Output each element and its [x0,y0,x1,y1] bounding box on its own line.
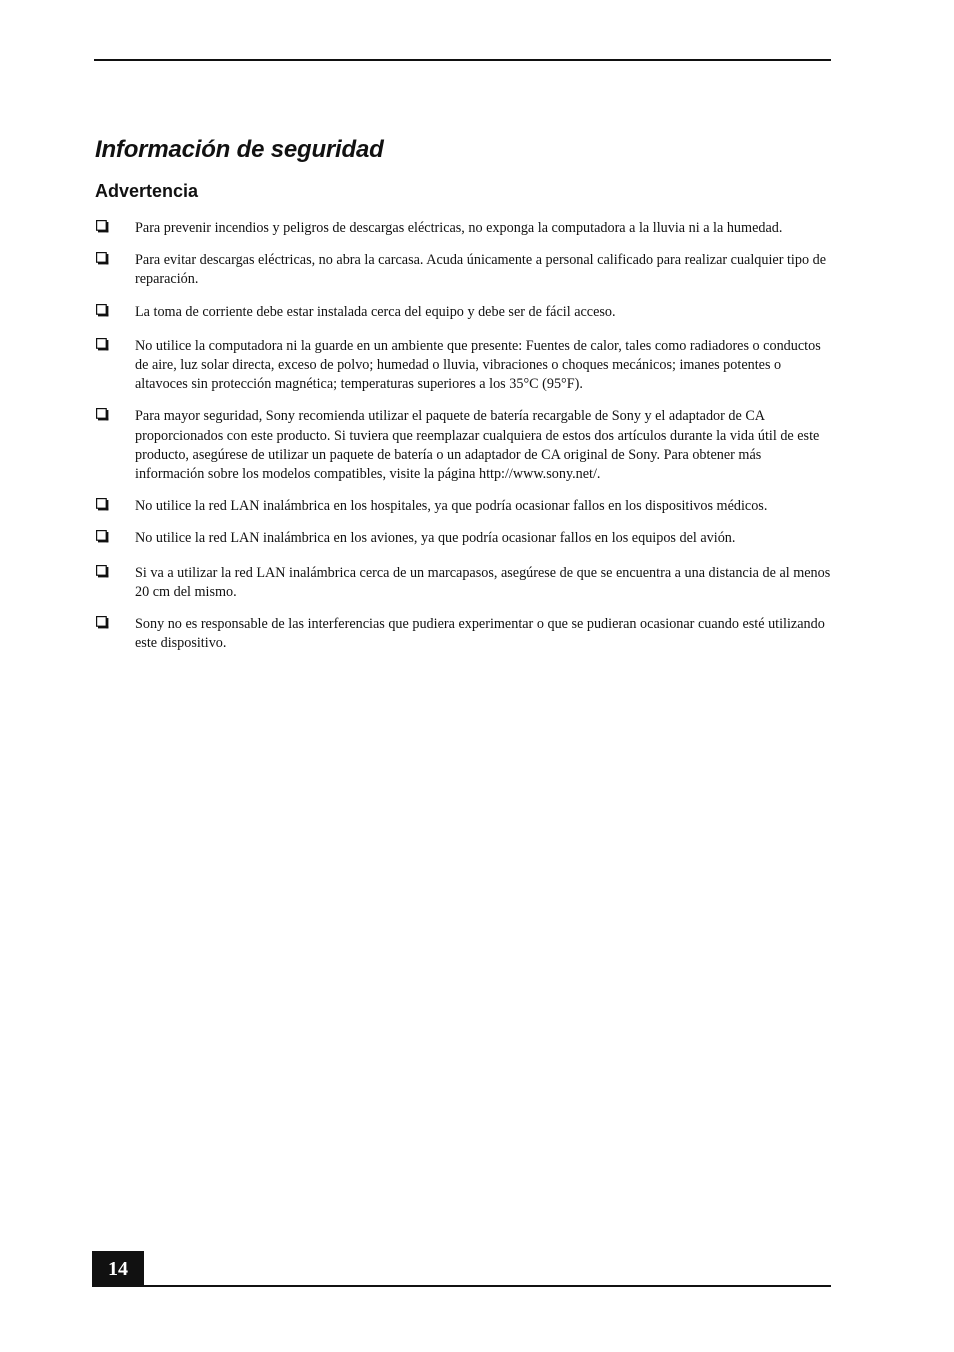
warning-text: No utilice la red LAN inalámbrica en los aviones, ya que podría ocasionar fallos en los equipos del avión. [135,530,736,547]
checkbox-bullet-icon [96,616,109,629]
warning-text: No utilice la red LAN inalámbrica en los hospitales, ya que podría ocasionar fallos en los dispositivos médicos. [135,498,768,515]
list-item [94,615,831,653]
section-heading: Advertencia [95,181,199,201]
warning-text: Para mayor seguridad, Sony recomienda utilizar el paquete de batería recargable de Sony y el adaptador de CA proporcionados con este producto. Si tuviera que reemplazar cualquiera de estos dos artículos durante la vida útil de este producto, asegúrese de utilizar un paquete de batería o un adaptador de CA original de Sony. Para obtener más información sobre los modelos compatibles, visite la página http://www.sony.net/. [135,408,820,483]
list-item [94,337,831,395]
checkbox-bullet-icon [96,498,109,511]
warning-text: Para evitar descargas eléctricas, no abra la carcasa. Acuda únicamente a personal calificado para realizar cualquier tipo de reparación. [135,252,827,288]
page-title: Información de seguridad [95,136,384,163]
list-item [94,251,831,289]
checkbox-bullet-icon [96,304,109,317]
warning-text: No utilice la computadora ni la guarde en un ambiente que presente: Fuentes de calor, tales como radiadores o conductos de aire, luz solar directa, exceso de polvo; humedad o lluvia, vibraciones o choques mecánicos; imanes potentes o altavoces sin protección magnética; temperaturas superiores a los 35°C (95°F). [135,337,821,393]
list-item [94,219,831,238]
warning-list [94,219,831,666]
checkbox-bullet-icon [96,220,109,233]
list-item [94,497,831,516]
warning-text: Sony no es responsable de las interferencias que pudiera experimentar o que se pudieran ocasionar cuando esté utilizando este dispositivo. [135,616,825,652]
header-rule [94,59,831,61]
list-item [94,564,831,602]
list-item [94,407,831,484]
checkbox-bullet-icon [96,252,109,265]
checkbox-bullet-icon [96,338,109,351]
warning-text: Para prevenir incendios y peligros de descargas eléctricas, no exponga la computadora a la lluvia ni a la humedad. [135,220,783,236]
list-item [94,303,831,322]
list-item [94,529,831,548]
warning-text: Si va a utilizar la red LAN inalámbrica cerca de un marcapasos, asegúrese de que se encuentra a una distancia de al menos 20 cm del mismo. [135,564,831,600]
checkbox-bullet-icon [96,565,109,578]
page-number: 14 [92,1251,144,1287]
footer-rule [94,1285,831,1287]
checkbox-bullet-icon [96,408,109,421]
warning-text: La toma de corriente debe estar instalada cerca del equipo y debe ser de fácil acceso. [135,303,616,320]
checkbox-bullet-icon [96,530,109,543]
